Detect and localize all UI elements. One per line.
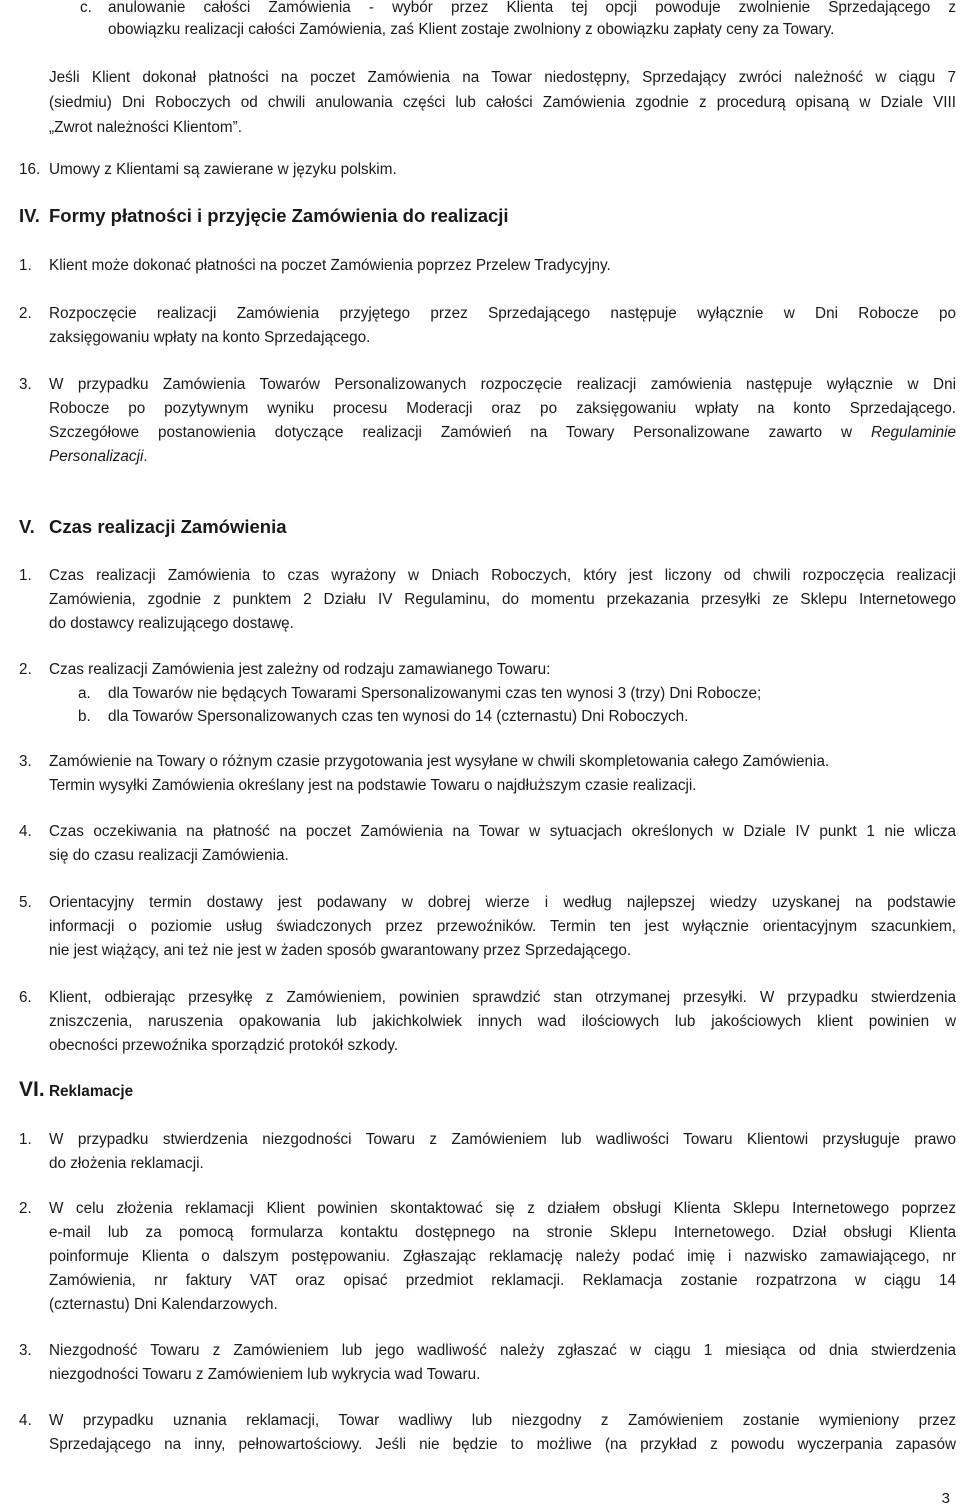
list-number: 3. [19, 1342, 32, 1359]
list-number: 4. [19, 823, 32, 840]
paragraph-line: Zamówienie na Towary o różnym czasie przygotowania jest wysyłane w chwili skompletowania całego Zamówienia. [49, 753, 830, 770]
paragraph-line: W przypadku uznania reklamacji, Towar wadliwy lub niezgodny z Zamówieniem zostanie wymieniony przez [49, 1412, 956, 1429]
paragraph-line: Termin wysyłki Zamówienia określany jest na podstawie Towaru o najdłuższym czasie realizacji. [49, 777, 697, 794]
list-number: 5. [19, 894, 32, 911]
list-number: 2. [19, 305, 32, 322]
section-number: VI. [19, 1078, 45, 1101]
list-number: 1. [19, 1131, 32, 1148]
paragraph-line: W przypadku stwierdzenia niezgodności Towaru z Zamówieniem lub wadliwości Towaru Klientowi przysługuje prawo [49, 1131, 956, 1148]
section-number: V. [19, 516, 35, 537]
document-reference: Personalizacji [49, 448, 144, 465]
paragraph-line: W celu złożenia reklamacji Klient powinien skontaktować się z działem obsługi Klienta Sklepu Internetowego poprzez [49, 1200, 956, 1217]
list-label-a: a. [78, 685, 91, 702]
paragraph-line: W przypadku Zamówienia Towarów Personalizowanych rozpoczęcie realizacji zamówienia następuje wyłącznie w Dni [49, 376, 956, 393]
paragraph-line: Umowy z Klientami są zawierane w języku polskim. [49, 161, 397, 178]
sub-item-line: dla Towarów nie będących Towarami Spersonalizowanymi czas ten wynosi 3 (trzy) Dni Robocze; [108, 685, 762, 702]
paragraph-line: Klient może dokonać płatności na poczet Zamówienia poprzez Przelew Tradycyjny. [49, 257, 611, 274]
paragraph-line [49, 447, 148, 467]
paragraph-line: Zamówienia, nr faktury VAT oraz opisać przedmiot reklamacji. Reklamacja zostanie rozpatrzona w ciągu 14 [49, 1272, 956, 1289]
document-reference: Regulaminie [870, 424, 957, 441]
paragraph-line: e-mail lub za pomocą formularza kontaktu dostępnego na stronie Sklepu Internetowego. Dział obsługi Klienta [49, 1224, 956, 1241]
list-number: 4. [19, 1412, 32, 1429]
list-number: 3. [19, 376, 32, 393]
paragraph-line: się do czasu realizacji Zamówienia. [49, 847, 289, 864]
list-number: 6. [19, 989, 32, 1006]
paragraph-line: niezgodności Towaru z Zamówieniem lub wykrycia wad Towaru. [49, 1366, 481, 1383]
list-number: 2. [19, 1200, 32, 1217]
paragraph-line: Czas realizacji Zamówienia to czas wyrażony w Dniach Roboczych, który jest liczony od chwili rozpoczęcia realizacji [49, 567, 956, 584]
paragraph-line: informacji o poziomie usług świadczonych przez przewoźników. Termin ten jest wyłącznie orientacyjnym szacunkiem, [49, 918, 956, 935]
paragraph-line: zaksięgowaniu wpłaty na konto Sprzedającego. [49, 329, 371, 346]
paragraph-line: Robocze po pozytywnym wyniku procesu Moderacji oraz po zaksięgowaniu wpłaty na konto Sprzedającego. [49, 400, 956, 417]
paragraph-line: Czas realizacji Zamówienia jest zależny od rodzaju zamawianego Towaru: [49, 661, 551, 678]
paragraph-line [49, 423, 956, 443]
section-title: Reklamacje [49, 1083, 134, 1100]
list-label-b: b. [78, 708, 91, 725]
paragraph-line: poinformuje Klienta o dalszym postępowaniu. Zgłaszając reklamację należy podać imię i nazwisko zamawiającego, nr [49, 1248, 956, 1265]
sub-item-line: dla Towarów Spersonalizowanych czas ten wynosi do 14 (czternastu) Dni Roboczych. [108, 708, 689, 725]
paragraph-line: Zamówienia, zgodnie z punktem 2 Działu IV Regulaminu, do momentu przekazania przesyłki ze Sklepu Internetowego [49, 591, 956, 608]
paragraph-line: „Zwrot należności Klientom”. [49, 119, 242, 136]
list-number: 3. [19, 753, 32, 770]
paragraph-line: Czas oczekiwania na płatność na poczet Zamówienia na Towar w sytuacjach określonych w Dziale IV punkt 1 nie wlicza [49, 823, 956, 840]
section-title: Czas realizacji Zamówienia [49, 516, 287, 537]
item-c-line: obowiązku realizacji całości Zamówienia, zaś Klient zostaje zwolniony z obowiązku zapłaty ceny za Towary. [108, 21, 835, 38]
paragraph-line: Niezgodność Towaru z Zamówieniem lub jego wadliwość należy zgłaszać w ciągu 1 miesiąca od dnia stwierdzenia [49, 1342, 956, 1359]
paragraph-line: zniszczenia, naruszenia opakowania lub jakichkolwiek innych wad ilościowych lub jakościowych klient powinien w [49, 1013, 956, 1030]
paragraph-text: Szczegółowe postanowienia dotyczące realizacji Zamówień na Towary Personalizowane zawarto w [49, 424, 853, 441]
list-number: 16. [19, 161, 41, 178]
paragraph-line: (siedmiu) Dni Roboczych od chwili anulowania części lub całości Zamówienia zgodnie z procedurą opisaną w Dziale VIII [49, 94, 956, 111]
item-c-line: anulowanie całości Zamówienia - wybór przez Klienta tej opcji powoduje zwolnienie Sprzedającego z [108, 0, 956, 16]
paragraph-line: Sprzedającego na inny, pełnowartościowy. Jeśli nie będzie to możliwe (na przykład z powodu wyczerpania zapasów [49, 1436, 956, 1453]
paragraph-line: Klient, odbierając przesyłkę z Zamówieniem, powinien sprawdzić stan otrzymanej przesyłki. W przypadku stwierdzenia [49, 989, 956, 1006]
list-number: 2. [19, 661, 32, 678]
section-number: IV. [19, 205, 40, 226]
list-number: 1. [19, 257, 32, 274]
section-title: Formy płatności i przyjęcie Zamówienia do realizacji [49, 205, 509, 226]
paragraph-line: obecności przewoźnika sporządzić protokół szkody. [49, 1037, 399, 1054]
paragraph-line: Jeśli Klient dokonał płatności na poczet Zamówienia na Towar niedostępny, Sprzedający zwróci należność w ciągu 7 [49, 69, 956, 86]
paragraph-line: Orientacyjny termin dostawy jest podawany w dobrej wierze i według najlepszej wiedzy uzyskanej na podstawie [49, 894, 956, 911]
paragraph-line: do złożenia reklamacji. [49, 1155, 204, 1172]
paragraph-text: . [143, 448, 148, 465]
list-label-c: c. [80, 0, 92, 16]
list-number: 1. [19, 567, 32, 584]
paragraph-line: do dostawcy realizującego dostawę. [49, 615, 294, 632]
paragraph-line: (czternastu) Dni Kalendarzowych. [49, 1296, 278, 1313]
paragraph-line: Rozpoczęcie realizacji Zamówienia przyjętego przez Sprzedającego następuje wyłącznie w Dni Robocze po [49, 305, 956, 322]
page-number: 3 [941, 1490, 950, 1507]
paragraph-line: nie jest wiążący, ani też nie jest w żaden sposób gwarantowany przez Sprzedającego. [49, 942, 632, 959]
